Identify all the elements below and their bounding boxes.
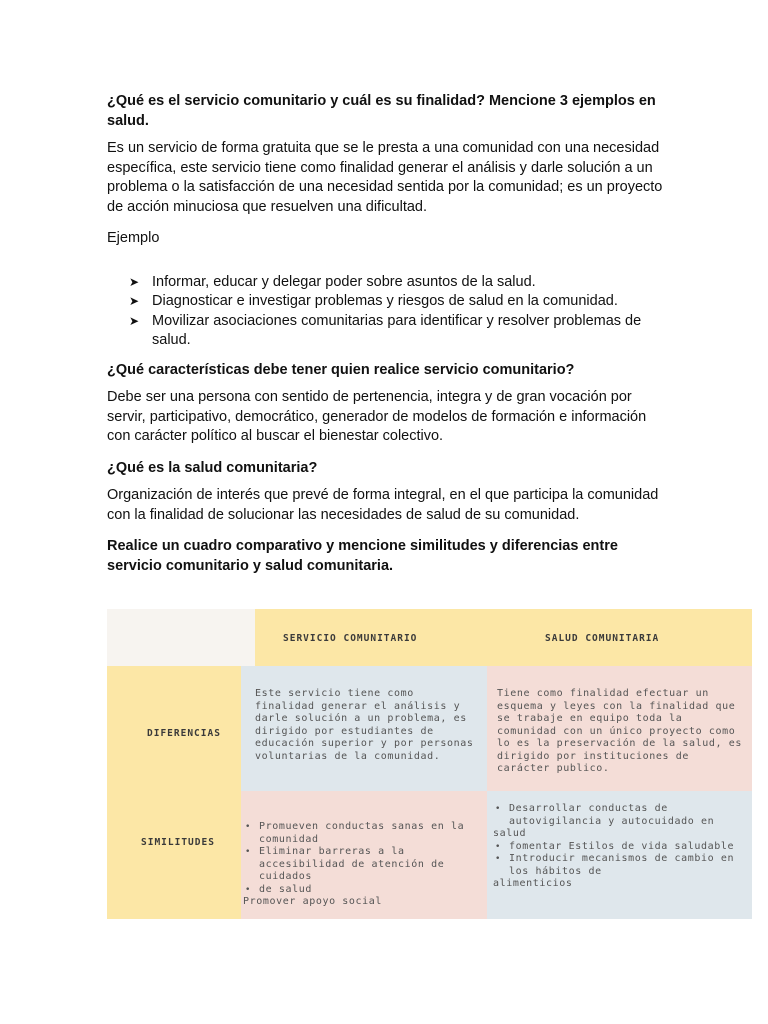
arrow-bullet-icon: ➤ <box>129 274 140 289</box>
row-labels-column <box>107 666 241 919</box>
question-3-answer: Organización de interés que prevé de forma integral, en el que participa la comunidad con la finalidad de solucionar las necesidades de salud de su comunidad. <box>107 487 659 523</box>
bullet-icon: • <box>245 884 252 895</box>
sim-salud-tail: alimenticios <box>493 878 573 889</box>
header-servicio <box>255 609 487 666</box>
sim-servicio-text <box>243 821 483 909</box>
question-2-answer: Debe ser una persona con sentido de pertenencia, integra y de gran vocación por servir, participativo, democrático, generador de modelos de formación e información con carácter político al buscar el bienestar colectivo. <box>107 389 647 444</box>
header-servicio-label: SERVICIO COMUNITARIO <box>283 633 418 644</box>
list-item: • Desarrollar conductas de autovigilancia y autocuidado en <box>495 803 715 827</box>
question-4-title: Realice un cuadro comparativo y mencione similitudes y diferencias entre servicio comunitario y salud comunitaria. <box>107 538 618 574</box>
list-item: • Promueven conductas sanas en la comunidad <box>245 821 465 845</box>
sim-salud-text <box>493 803 747 891</box>
row-label-diferencias: DIFERENCIAS <box>147 728 221 739</box>
sim-salud-cell <box>487 791 752 919</box>
sim-servicio-cell <box>241 791 487 919</box>
list-item: • Introducir mecanismos de cambio en los hábitos de <box>495 853 735 877</box>
diff-salud-text: Tiene como finalidad efectuar un esquema y leyes con la finalidad que se trabaje en equipo toda la comunidad con un único proyecto como lo es la preservación de la salud, es dirigido por instituciones de carácter publico. <box>497 688 742 774</box>
header-salud <box>487 609 752 666</box>
bullet-icon: • <box>245 822 252 832</box>
example-label: Ejemplo <box>107 230 160 246</box>
sim-salud-mid: salud <box>493 828 527 839</box>
diff-servicio-cell <box>241 666 487 791</box>
list-item: • de salud <box>245 883 312 895</box>
question-1-answer: Es un servicio de forma gratuita que se le presta a una comunidad con una necesidad específica, este servicio tiene como finalidad generar el análisis y darle solución a un problema o la satisfacción de una necesidad sentida por la comunidad; es un proyecto de acción minuciosa que resuelven una dificultad. <box>107 140 663 215</box>
list-item: ➤ Diagnosticar e investigar problemas y riesgos de salud en la comunidad. <box>107 292 667 312</box>
bullet-icon: • <box>495 841 502 852</box>
bullet-icon: • <box>245 847 252 857</box>
diff-salud-cell <box>487 666 752 791</box>
header-salud-label: SALUD COMUNITARIA <box>545 633 660 644</box>
examples-list <box>107 273 667 351</box>
table-corner <box>107 609 255 666</box>
list-item: ➤ Movilizar asociaciones comunitarias para identificar y resolver problemas de salud. <box>129 312 642 348</box>
question-3-title: ¿Qué es la salud comunitaria? <box>107 459 318 476</box>
arrow-bullet-icon: ➤ <box>129 313 140 328</box>
comparison-table <box>107 609 752 919</box>
bullet-icon: • <box>495 854 502 864</box>
diff-servicio-text: Este servicio tiene como finalidad generar el análisis y darle solución a un problema, es dirigido por estudiantes de educación superior y por personas voluntarias de la comunidad. <box>255 688 474 762</box>
bullet-icon: • <box>495 804 502 814</box>
list-item: ➤ Informar, educar y delegar poder sobre asuntos de la salud. <box>107 273 667 293</box>
question-1-title: ¿Qué es el servicio comunitario y cuál es su finalidad? Mencione 3 ejemplos en salud. <box>107 93 656 129</box>
arrow-bullet-icon: ➤ <box>129 294 140 308</box>
list-item: • fomentar Estilos de vida saludable <box>495 840 735 852</box>
document-body <box>107 92 667 576</box>
sim-servicio-tail: Promover apoyo social <box>243 896 383 907</box>
row-label-similitudes: SIMILITUDES <box>141 837 215 848</box>
question-2-title: ¿Qué características debe tener quien realice servicio comunitario? <box>107 361 575 378</box>
list-item: • Eliminar barreras a la accesibilidad de atención de cuidados <box>245 846 445 882</box>
